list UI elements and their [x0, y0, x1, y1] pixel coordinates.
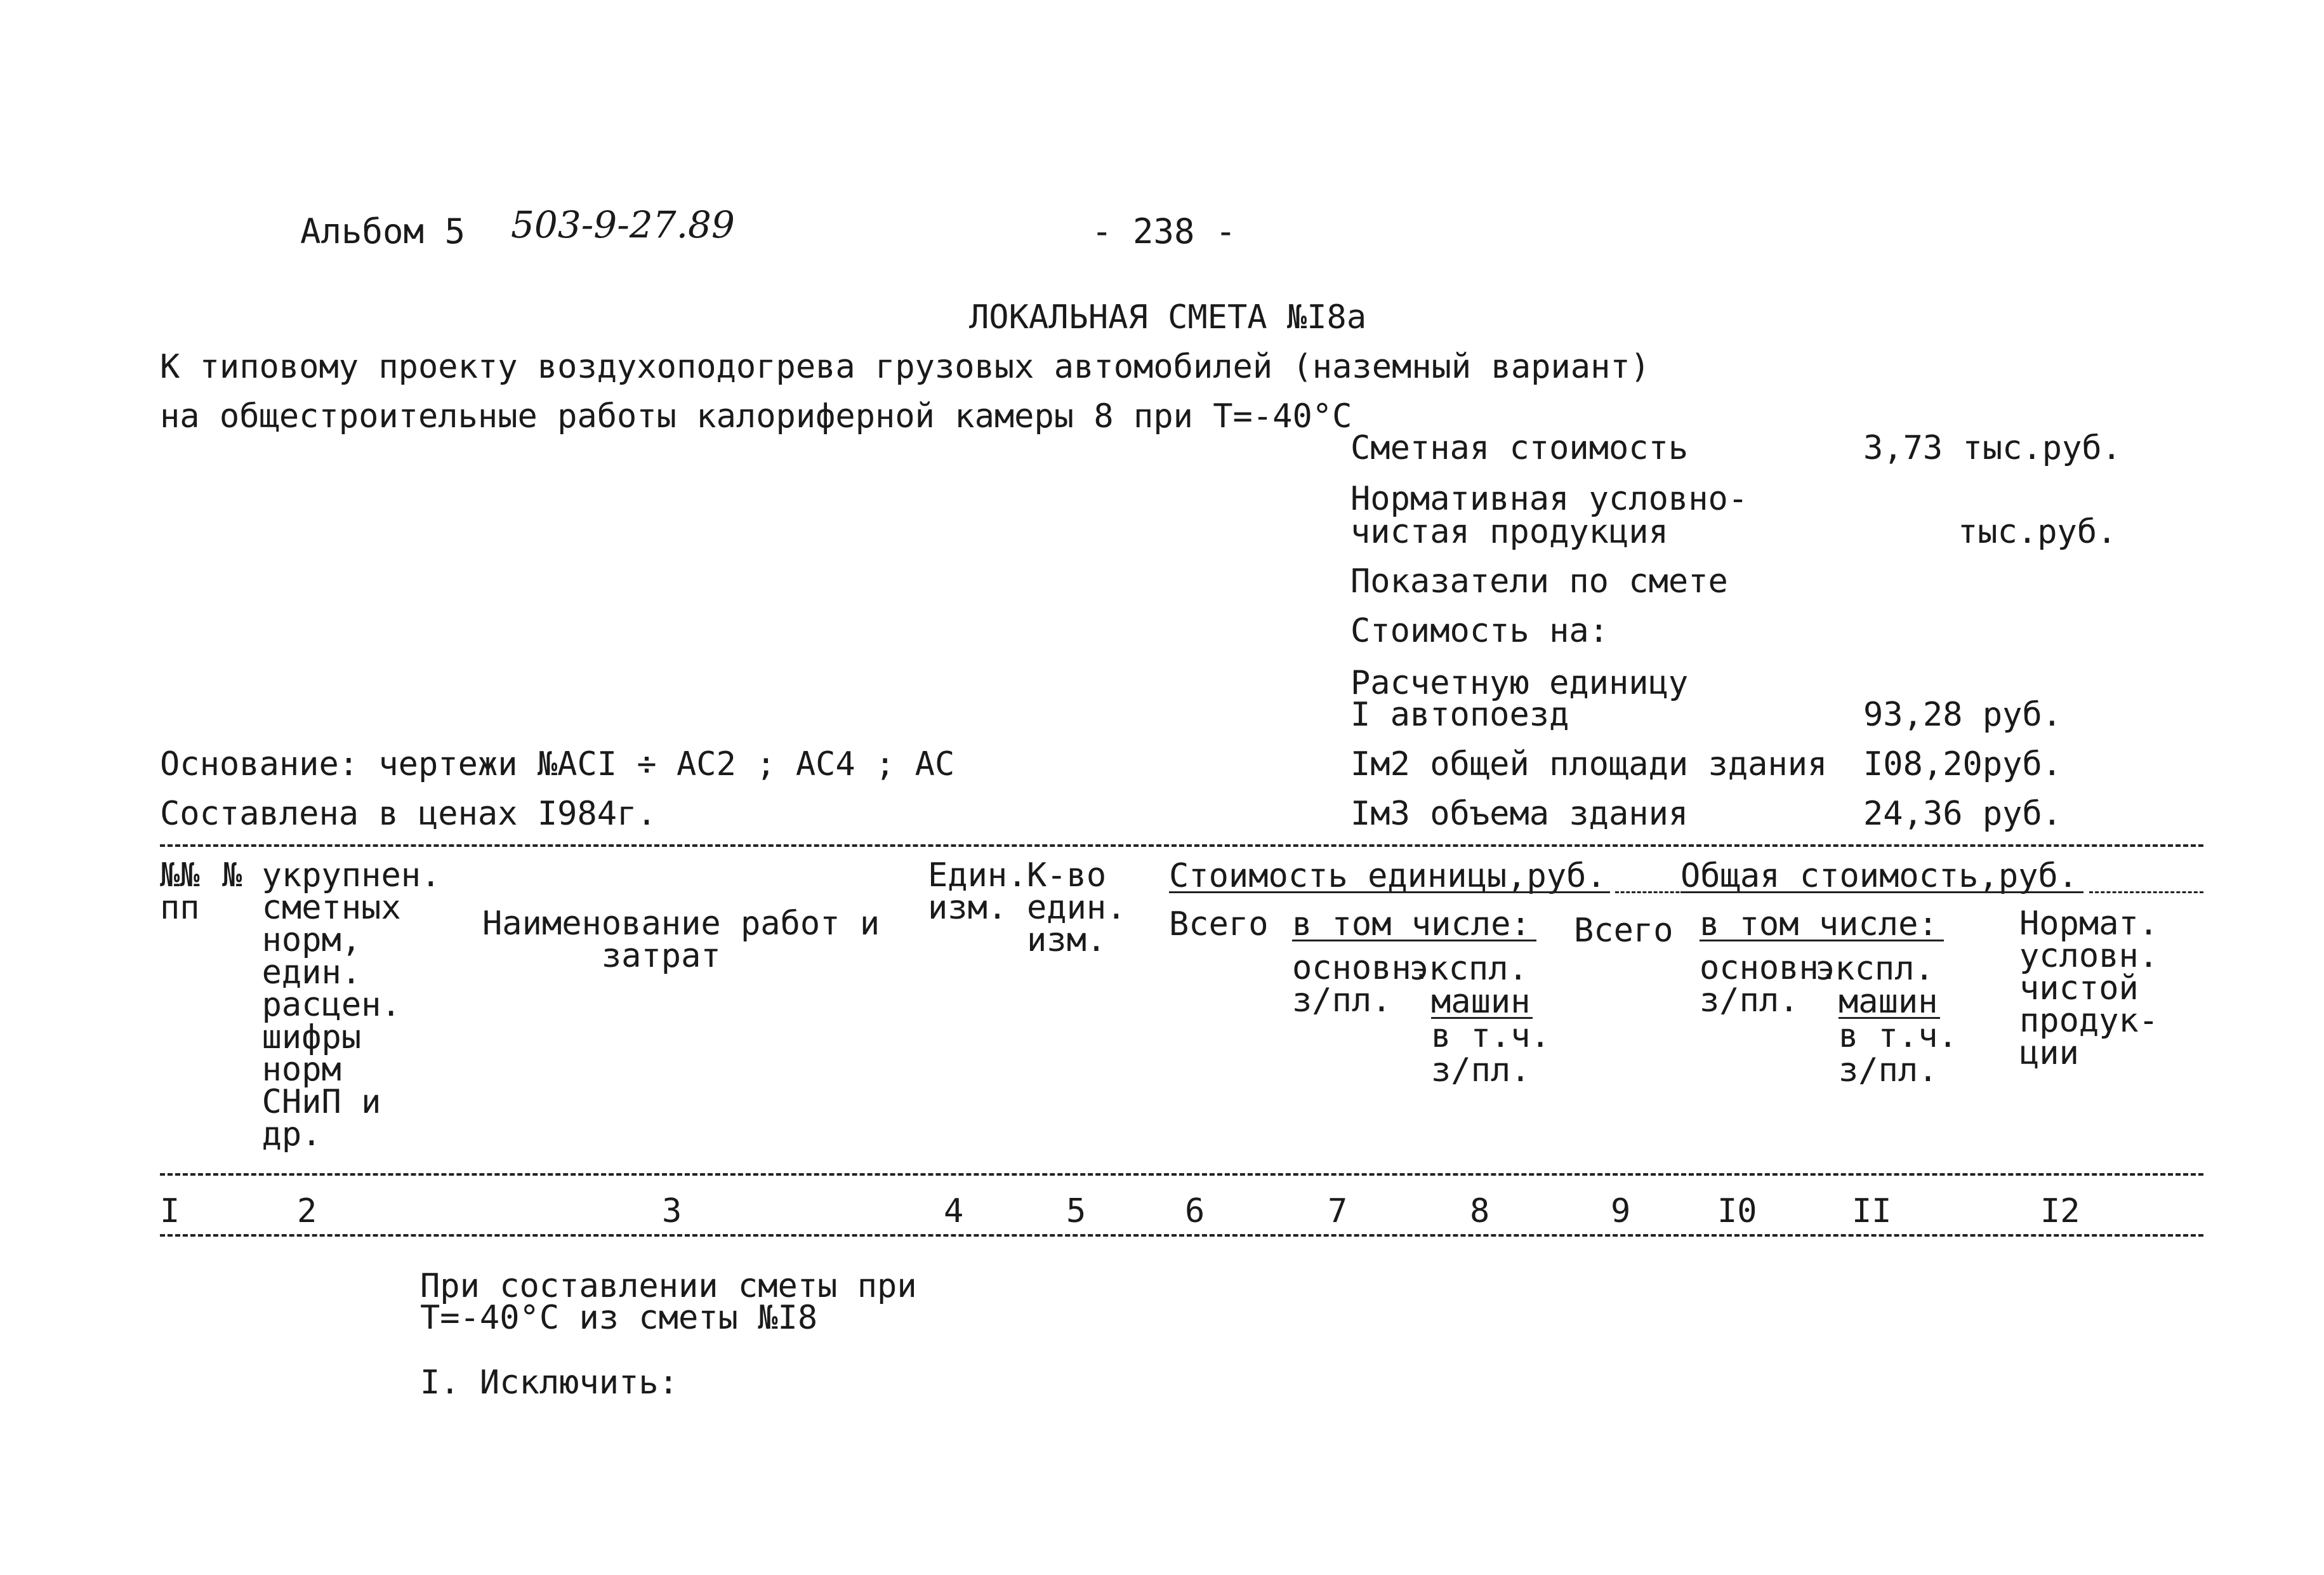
header-col-9: Всего	[1574, 912, 1674, 950]
subtitle-line-2: на общестроительные работы калориферной камеры 8 при Т=-40°С	[160, 397, 1352, 435]
header-col-11-c: в т.ч.	[1839, 1017, 1958, 1055]
header-col-11-b: машин	[1839, 983, 1938, 1021]
basis-line: Основание: чертежи №АСI ÷ АС2 ; АС4 ; АС	[160, 745, 955, 783]
cost-for-label: Стоимость на:	[1350, 612, 1609, 650]
area-value: I08,20руб.	[1863, 745, 2063, 783]
header-col-10: основн. з/пл.	[1700, 949, 1839, 1020]
header-unit-cost: Стоимость единицы,руб.	[1169, 857, 1606, 895]
album-label: Альбом 5	[300, 211, 466, 251]
column-number: 6	[1185, 1192, 1205, 1230]
header-col-5: К-во един. изм.	[1027, 856, 1126, 959]
column-number: I0	[1717, 1192, 1757, 1230]
header-col-7: основн. з/пл.	[1292, 949, 1432, 1020]
header-col-11-a: экспл.	[1815, 950, 1934, 988]
cost-value: 3,73 тыс.руб.	[1863, 429, 2122, 467]
norm-label-2: чистая продукция	[1350, 513, 1668, 551]
column-number: 7	[1328, 1192, 1348, 1230]
header-total-cost: Общая стоимость,руб.	[1680, 857, 2078, 895]
note-line-2: Т=-40°С из сметы №I8	[420, 1299, 818, 1337]
header-col-11-d: з/пл.	[1839, 1051, 1938, 1089]
unit-label-2: I автопоезд	[1350, 696, 1569, 734]
total-cost-tail-dash	[2089, 891, 2203, 893]
note-line-1: При составлении сметы при	[420, 1267, 917, 1305]
header-incl-b: в том числе:	[1700, 905, 1938, 943]
column-number: 4	[944, 1192, 964, 1230]
album-code-handwritten: 503-9-27.89	[511, 203, 735, 246]
total-cost-underline	[1680, 891, 2083, 893]
subtitle-line-1: К типовому проекту воздухоподогрева грузовых автомобилей (наземный вариант)	[160, 348, 1650, 386]
column-number: 3	[662, 1192, 682, 1230]
unit-value: 93,28 руб.	[1863, 696, 2063, 734]
header-col-2: № укрупнен. сметных норм, един. расцен. шифры норм СНиП и др.	[222, 856, 441, 1153]
area-label: Iм2 общей площади здания	[1350, 745, 1828, 783]
cost-label: Сметная стоимость	[1350, 429, 1689, 467]
volume-label: Iм3 объема здания	[1350, 795, 1689, 833]
norm-value: тыс.руб.	[1958, 513, 2117, 551]
header-col-8-d: з/пл.	[1431, 1051, 1531, 1089]
page-number: - 238 -	[1092, 211, 1236, 251]
prices-line: Составлена в ценах I984г.	[160, 795, 657, 833]
indicators-label: Показатели по смете	[1350, 562, 1728, 601]
unit-cost-gap-dash	[1615, 891, 1685, 893]
norm-label-1: Нормативная условно-	[1350, 480, 1748, 518]
column-number: I2	[2040, 1192, 2080, 1230]
item-exclude: I. Исключить:	[420, 1364, 678, 1402]
unit-label-1: Расчетную единицу	[1350, 664, 1689, 702]
column-number-rule	[160, 1234, 2203, 1237]
column-number: I	[160, 1192, 180, 1230]
column-number: II	[1852, 1192, 1892, 1230]
header-col-3: Наименование работ и затрат	[482, 905, 880, 975]
column-number: 2	[297, 1192, 317, 1230]
column-number: 8	[1470, 1192, 1490, 1230]
volume-value: 24,36 руб.	[1863, 795, 2063, 833]
document-title: ЛОКАЛЬНАЯ СМЕТА №I8а	[969, 298, 1367, 336]
header-col-4: Един. изм.	[928, 856, 1027, 927]
header-col-8-c: в т.ч.	[1431, 1017, 1550, 1055]
incl-b-underline	[1700, 940, 1944, 941]
table-header-rule	[160, 1173, 2203, 1176]
table-top-rule	[160, 844, 2203, 847]
header-incl-a: в том числе:	[1292, 905, 1531, 943]
column-number: 5	[1066, 1192, 1086, 1230]
unit-cost-underline	[1169, 891, 1610, 893]
incl-a-underline	[1292, 940, 1536, 941]
header-col-6: Всего	[1169, 905, 1269, 943]
column-number: 9	[1611, 1192, 1631, 1230]
header-col-12: Нормат. условн. чистой продук- ции	[2019, 905, 2159, 1072]
header-col-8-a: экспл.	[1409, 950, 1528, 988]
header-col-1: №№ пп	[160, 856, 200, 927]
header-col-8-b: машин	[1431, 983, 1531, 1021]
